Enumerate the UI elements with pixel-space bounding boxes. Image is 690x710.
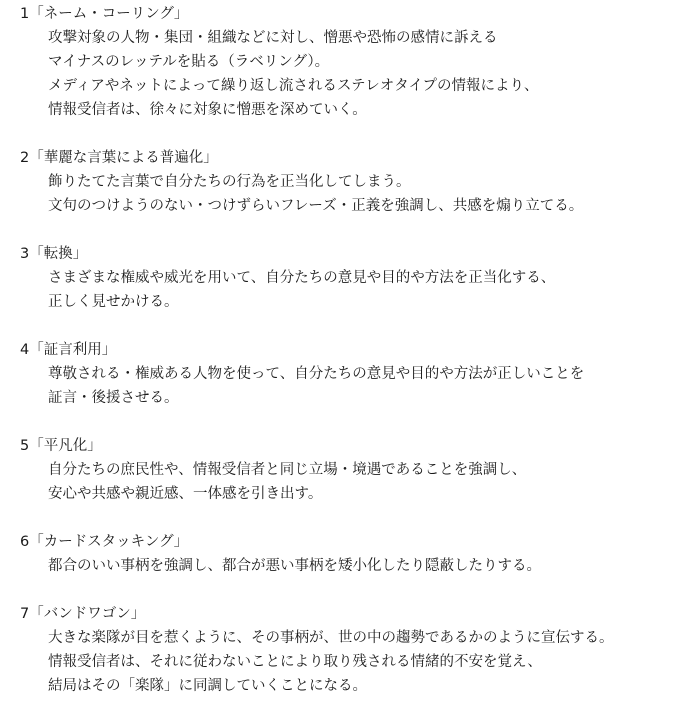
section-name-calling [20, 2, 690, 122]
section-line: 攻撃対象の人物・集団・組織などに対し、憎悪や恐怖の感情に訴える [48, 30, 498, 46]
section-testimonial [20, 338, 690, 410]
section-line: 尊敬される・権威ある人物を使って、自分たちの意見や目的や方法が正しいことを [48, 366, 585, 382]
section-line: 証言・後援させる。 [48, 390, 179, 406]
section-heading: 4「証言利用」 [20, 342, 117, 358]
section-line: さまざまな権威や威光を用いて、自分たちの意見や目的や方法を正当化する、 [48, 270, 556, 286]
section-line: 安心や共感や親近感、一体感を引き出す。 [48, 486, 323, 502]
section-card-stacking [20, 530, 690, 578]
section-line: 情報受信者は、徐々に対象に憎悪を深めていく。 [48, 102, 367, 118]
section-transfer [20, 242, 690, 314]
section-heading: 1「ネーム・コーリング」 [20, 6, 189, 22]
section-heading: 6「カードスタッキング」 [20, 534, 189, 550]
section-line: 結局はその「楽隊」に同調していくことになる。 [48, 678, 367, 694]
section-line: 自分たちの庶民性や、情報受信者と同じ立場・境遇であることを強調し、 [48, 462, 527, 478]
section-line: 情報受信者は、それに従わないことにより取り残される情緒的不安を覚え、 [48, 654, 542, 670]
section-heading: 7「バンドワゴン」 [20, 606, 146, 622]
section-bandwagon [20, 602, 690, 698]
section-heading: 2「華麗な言葉による普遍化」 [20, 150, 218, 166]
section-heading: 3「転換」 [20, 246, 88, 262]
section-line: 大きな楽隊が目を惹くように、その事柄が、世の中の趨勢であるかのように宣伝する。 [48, 630, 614, 646]
section-plain-folks [20, 434, 690, 506]
section-line: メディアやネットによって繰り返し流されるステレオタイプの情報により、 [48, 78, 539, 94]
section-line: 正しく見せかける。 [48, 294, 179, 310]
section-line: 飾りたてた言葉で自分たちの行為を正当化してしまう。 [48, 174, 411, 190]
section-line: マイナスのレッテルを貼る（ラベリング）。 [48, 54, 330, 70]
section-glittering-generalities [20, 146, 690, 218]
section-heading: 5「平凡化」 [20, 438, 102, 454]
section-line: 都合のいい事柄を強調し、都合が悪い事柄を矮小化したり隠蔽したりする。 [48, 558, 541, 574]
section-line: 文句のつけようのない・つけずらいフレーズ・正義を強調し、共感を煽り立てる。 [48, 198, 584, 214]
